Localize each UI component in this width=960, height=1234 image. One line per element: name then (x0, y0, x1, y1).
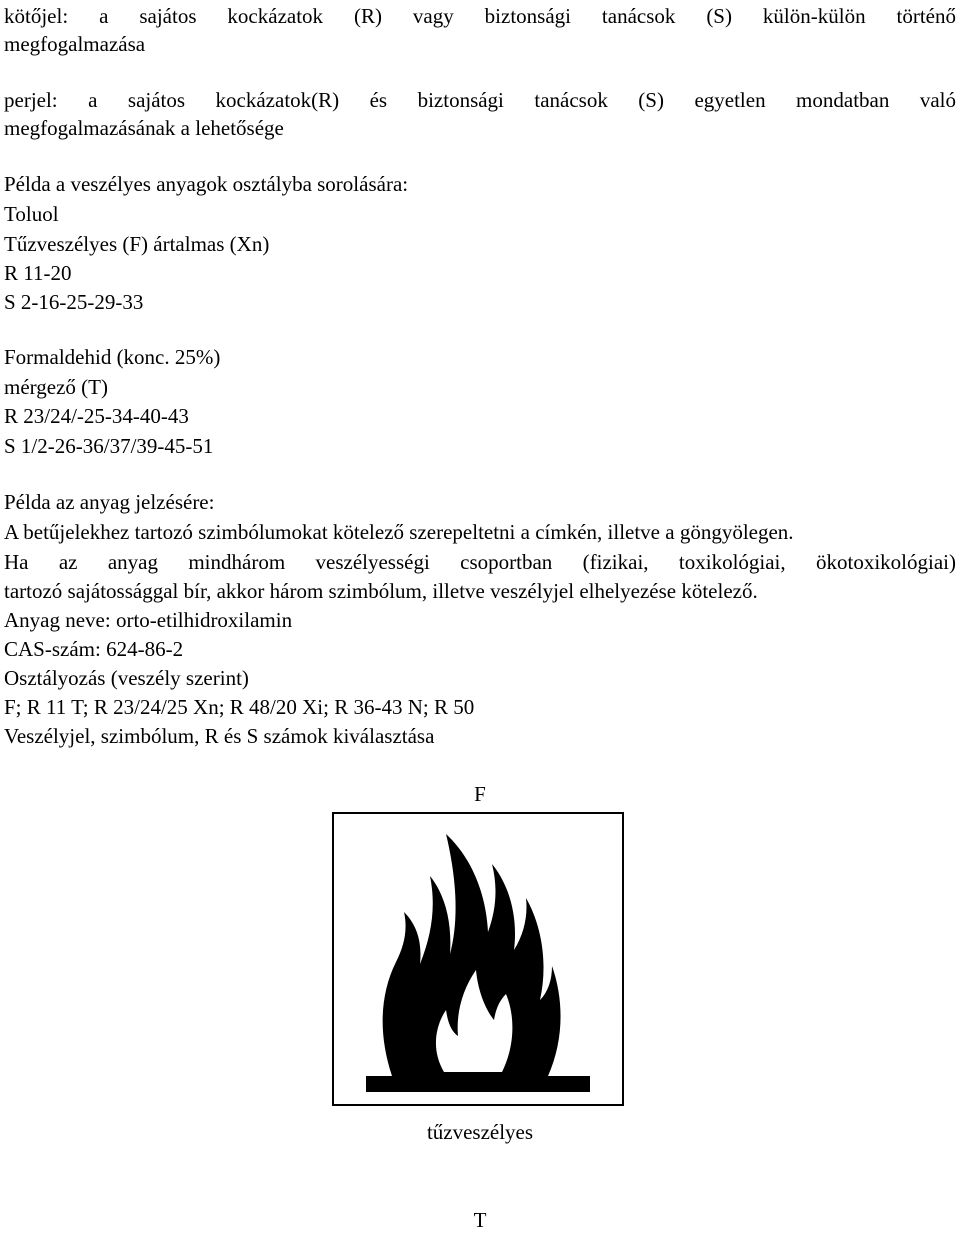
labeling-line-2: Ha az anyag mindhárom veszélyességi csoportban (fizikai, toxikológiai, ökotoxikológiai) (4, 550, 956, 574)
toluol-r-phrases: R 11-20 (4, 261, 72, 285)
kotojel-definition-line-2: megfogalmazása (4, 32, 146, 56)
flammable-symbol (332, 812, 624, 1106)
labeling-example-heading: Példa az anyag jelzésére: (4, 490, 215, 514)
formaldehid-r-phrases: R 23/24/-25-34-40-43 (4, 404, 189, 428)
formaldehid-name: Formaldehid (konc. 25%) (4, 345, 221, 369)
symbol-f-letter: F (474, 782, 486, 806)
toluol-class: Tűzveszélyes (F) ártalmas (Xn) (4, 232, 270, 256)
classification-heading: Osztályozás (veszély szerint) (4, 666, 249, 690)
symbol-f-caption: tűzveszélyes (426, 1120, 534, 1144)
perjel-definition-line-1: perjel: a sajátos kockázatok(R) és biztonsági tanácsok (S) egyetlen mondatban való (4, 88, 956, 112)
kotojel-definition-line-1: kötőjel: a sajátos kockázatok (R) vagy biztonsági tanácsok (S) külön-külön történő (4, 4, 956, 28)
symbol-t-letter: T (473, 1208, 487, 1232)
toluol-name: Toluol (4, 202, 59, 226)
classification-codes: F; R 11 T; R 23/24/25 Xn; R 48/20 Xi; R 36-43 N; R 50 (4, 695, 475, 719)
labeling-line-1: A betűjelekhez tartozó szimbólumokat kötelező szerepeltetni a címkén, illetve a göngyölegen. (4, 520, 794, 544)
substance-name: Anyag neve: orto-etilhidroxilamin (4, 608, 293, 632)
classification-example-heading: Példa a veszélyes anyagok osztályba sorolására: (4, 172, 409, 196)
formaldehid-class: mérgező (T) (4, 375, 108, 399)
toluol-s-phrases: S 2-16-25-29-33 (4, 290, 144, 314)
perjel-definition-line-2: megfogalmazásának a lehetősége (4, 116, 284, 140)
symbol-selection-heading: Veszélyjel, szimbólum, R és S számok kiválasztása (4, 724, 435, 748)
labeling-line-3: tartozó sajátossággal bír, akkor három szimbólum, illetve veszélyjel elhelyezése kötelező. (4, 579, 758, 603)
cas-number: CAS-szám: 624-86-2 (4, 637, 184, 661)
formaldehid-s-phrases: S 1/2-26-36/37/39-45-51 (4, 434, 214, 458)
flame-icon (334, 814, 622, 1104)
